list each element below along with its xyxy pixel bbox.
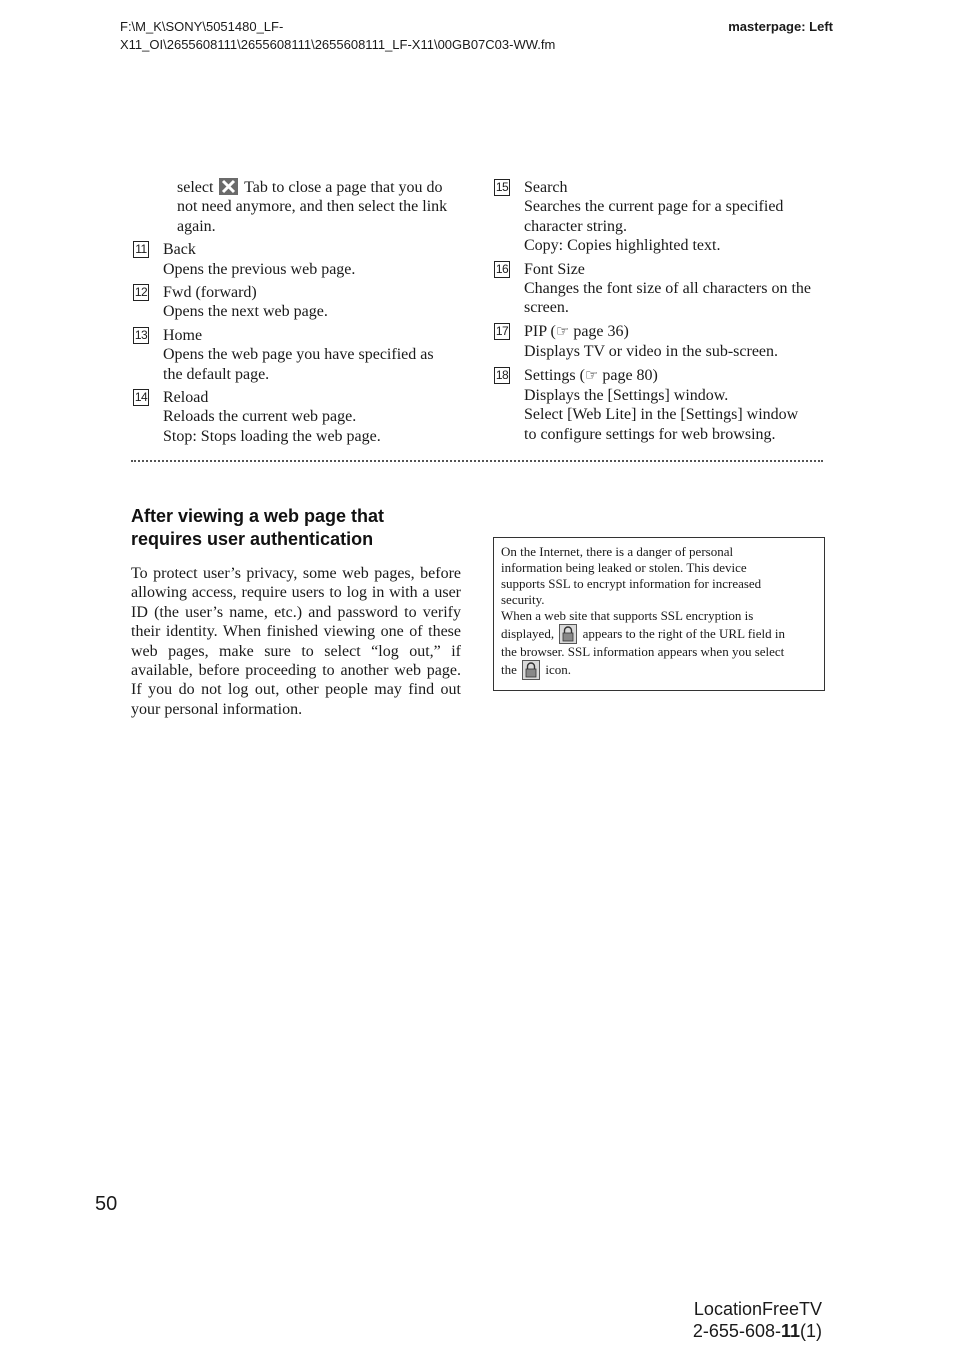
lock-icon bbox=[559, 624, 577, 644]
continuation-before-icon: select bbox=[177, 179, 214, 196]
page-reference-icon: ☞ bbox=[584, 367, 599, 384]
item-back bbox=[131, 240, 471, 279]
item-title bbox=[524, 366, 832, 386]
title-before-ref: PIP ( bbox=[524, 322, 556, 340]
file-path-header bbox=[120, 18, 680, 54]
note-line: supports SSL to encrypt information for increased bbox=[501, 576, 762, 591]
item-desc: Opens the web page you have specified as bbox=[163, 346, 434, 364]
item-number: 13 bbox=[134, 327, 148, 342]
page-number: 50 bbox=[95, 1193, 118, 1215]
note-line: information being leaked or stolen. This device bbox=[501, 560, 747, 575]
item-desc: to configure settings for web browsing. bbox=[524, 425, 776, 443]
heading-line-1: After viewing a web page that bbox=[131, 506, 385, 526]
item-desc: Displays the [Settings] window. bbox=[524, 387, 729, 405]
heading-line-2: requires user authentication bbox=[131, 529, 374, 549]
note-line: the browser. SSL information appears when you select bbox=[501, 644, 785, 659]
item-number: 17 bbox=[495, 323, 509, 338]
item-title: Back bbox=[163, 241, 196, 259]
note-text: displayed, bbox=[501, 626, 555, 641]
item-settings bbox=[492, 366, 832, 445]
item-title: Font Size bbox=[524, 260, 585, 278]
note-line: When a web site that supports SSL encryption is bbox=[501, 608, 754, 623]
item-pip bbox=[492, 322, 832, 362]
item-title: Reload bbox=[163, 389, 209, 407]
close-tab-continuation bbox=[131, 178, 471, 236]
file-path-line-2: X11_OI\2655608111\2655608111\2655608111_LF-X11\00GB07C03-WW.fm bbox=[120, 37, 556, 52]
right-column bbox=[492, 178, 832, 448]
code-prefix: 2-655-608- bbox=[692, 1321, 781, 1341]
document-footer bbox=[693, 1298, 822, 1342]
item-desc: Copy: Copies highlighted text. bbox=[524, 237, 721, 255]
item-number: 15 bbox=[495, 180, 509, 194]
item-number: 14 bbox=[134, 390, 148, 405]
item-desc: Stop: Stops loading the web page. bbox=[163, 427, 381, 445]
dotted-divider bbox=[131, 460, 823, 462]
code-bold: 11 bbox=[780, 1321, 800, 1341]
item-desc: character string. bbox=[524, 217, 628, 235]
note-line: security. bbox=[501, 592, 545, 607]
continuation-after-icon: Tab to close a page that you do bbox=[244, 179, 443, 196]
item-forward bbox=[131, 283, 471, 322]
left-column bbox=[131, 178, 471, 450]
title-after-ref: page 36) bbox=[569, 322, 629, 340]
item-desc: the default page. bbox=[163, 365, 270, 383]
item-title: Fwd (forward) bbox=[163, 284, 257, 302]
item-font-size bbox=[492, 260, 832, 318]
item-desc: Select [Web Lite] in the [Settings] window bbox=[524, 406, 799, 424]
masterpage-label: masterpage: Left bbox=[728, 19, 833, 34]
note-text: the bbox=[501, 662, 517, 677]
item-title: Home bbox=[163, 326, 203, 344]
item-desc: screen. bbox=[524, 299, 569, 317]
note-line: On the Internet, there is a danger of personal bbox=[501, 544, 734, 559]
product-name: LocationFreeTV bbox=[693, 1299, 822, 1319]
item-home bbox=[131, 326, 471, 384]
note-line bbox=[501, 660, 817, 680]
code-suffix: (1) bbox=[800, 1321, 822, 1341]
item-search bbox=[492, 178, 832, 256]
title-before-ref: Settings ( bbox=[524, 366, 585, 384]
item-reload bbox=[131, 388, 471, 446]
item-number: 18 bbox=[495, 367, 509, 382]
lock-icon bbox=[522, 660, 540, 680]
section-body: To protect user’s privacy, some web pages, before allowing access, require users to log in with a user ID (the user’s name, etc.) and password to verify their identity. When finished viewing one of these web pages, make sure to select “log out,” if available, before proceeding to another web page. If you do not log out, other people may find out your personal information. bbox=[131, 565, 461, 718]
item-desc: Opens the next web page. bbox=[163, 303, 328, 321]
note-text: appears to the right of the URL field in bbox=[582, 626, 785, 641]
close-tab-x-icon bbox=[219, 178, 238, 195]
item-desc: Displays TV or video in the sub-screen. bbox=[524, 343, 779, 361]
item-desc: Opens the previous web page. bbox=[163, 260, 356, 278]
continuation-line-2: not need anymore, and then select the link bbox=[177, 198, 448, 216]
file-path-line-1: F:\M_K\SONY\5051480_LF- bbox=[120, 19, 284, 34]
note-text: icon. bbox=[545, 662, 572, 677]
item-desc: Searches the current page for a specified bbox=[524, 198, 784, 216]
section-heading bbox=[131, 505, 461, 551]
item-desc: Changes the font size of all characters on the bbox=[524, 280, 811, 298]
item-number: 11 bbox=[133, 241, 149, 258]
item-number: 12 bbox=[134, 285, 148, 300]
item-desc: Reloads the current web page. bbox=[163, 408, 357, 426]
continuation-line-3: again. bbox=[177, 217, 216, 235]
title-after-ref: page 80) bbox=[598, 366, 658, 384]
item-title: Search bbox=[524, 179, 568, 196]
item-number: 16 bbox=[495, 261, 509, 276]
item-title bbox=[524, 322, 832, 342]
page-reference-icon: ☞ bbox=[555, 323, 570, 340]
document-code bbox=[693, 1320, 822, 1342]
ssl-note-box bbox=[493, 537, 825, 691]
note-line bbox=[501, 624, 817, 644]
